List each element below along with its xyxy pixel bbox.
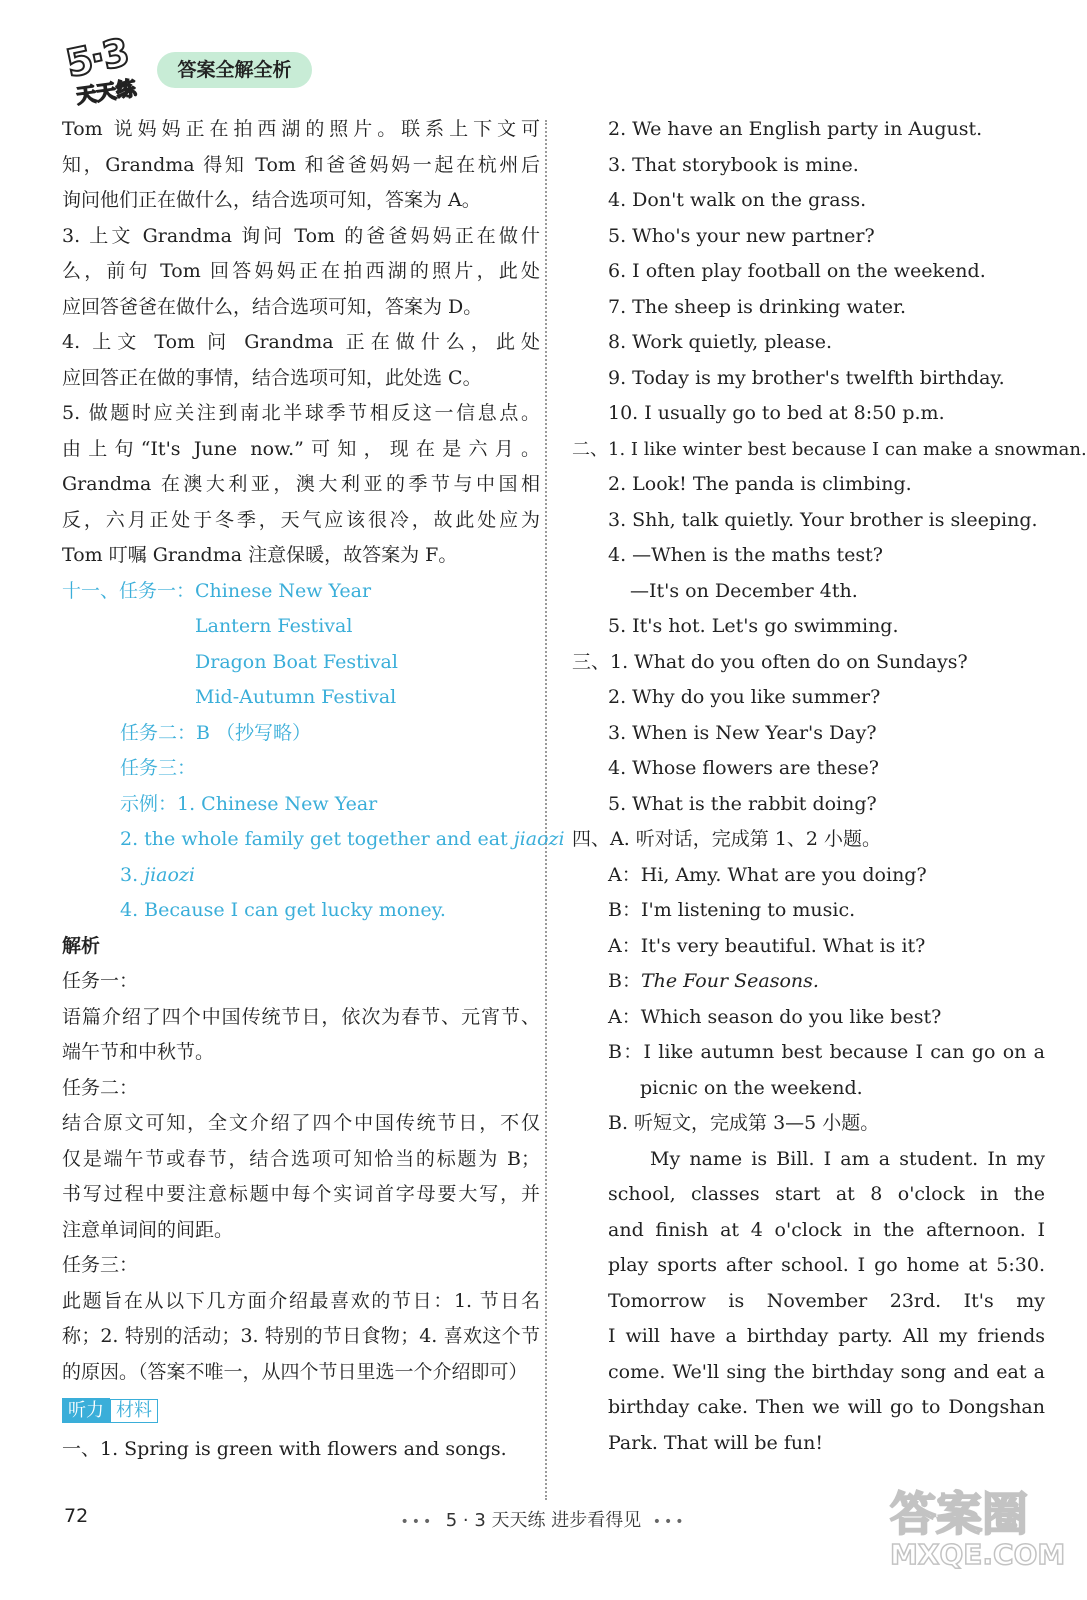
- text-line: and finish at 4 o'clock in the afternoon. I: [608, 1218, 1045, 1241]
- text-line: 应回答爸爸在做什么，结合选项可知，答案为 D。: [62, 295, 483, 318]
- text-line: play sports after school. I go home at 5:30.: [608, 1254, 1045, 1276]
- text-line: 二、1. I like winter best because I can make a snowman.: [572, 438, 1087, 460]
- watermark-bottom: MXQE.COM: [890, 1538, 1066, 1571]
- text-line: 2. Why do you like summer?: [608, 686, 881, 708]
- text-line: 称；2. 特别的活动；3. 特别的节日食物；4. 喜欢这个节: [62, 1325, 540, 1347]
- text-line: 的原因。（答案不唯一，从四个节日里选一个介绍即可）: [62, 1360, 528, 1383]
- footer-dots-right: •••: [652, 1514, 687, 1530]
- text-line: 5. Who's your new partner?: [608, 224, 875, 247]
- answer-line: Lantern Festival: [195, 615, 353, 637]
- text-line: 3. 上文 Grandma 询问 Tom 的爸爸妈妈正在做什: [62, 224, 540, 247]
- text-line: Grandma 在澳大利亚，澳大利亚的季节与中国相: [62, 473, 540, 495]
- text-line: 4. 上文 Tom 问 Grandma 正在做什么，此处: [62, 331, 540, 353]
- text-line: 5. 做题时应关注到南北半球季节相反这一信息点。: [62, 402, 540, 424]
- text-line: 8. Work quietly, please.: [608, 331, 833, 353]
- column-divider: [545, 120, 547, 1500]
- text-line: 4. —When is the maths test?: [608, 544, 883, 566]
- answer-line: Dragon Boat Festival: [195, 650, 398, 673]
- text-line: 任务三：: [62, 1254, 139, 1276]
- text-line: —It's on December 4th.: [630, 579, 858, 602]
- text-line: 么，前句 Tom 回答妈妈正在拍西湖的照片，此处: [62, 260, 540, 282]
- text-line: 5. What is the rabbit doing?: [608, 792, 877, 815]
- answer-line: Mid-Autumn Festival: [195, 686, 397, 708]
- text-line: 反，六月正处于冬季，天气应该很冷，故此处应为: [62, 508, 540, 531]
- section-badge: 答案全解全析: [157, 52, 312, 88]
- tag-part-b: 材料: [110, 1399, 158, 1423]
- text-line: 6. I often play football on the weekend.: [608, 260, 986, 282]
- answer-line: 4. Because I can get lucky money.: [120, 899, 446, 921]
- text-line: My name is Bill. I am a student. In my: [650, 1147, 1045, 1170]
- text-line: birthday cake. Then we will go to Dongshan: [608, 1396, 1045, 1418]
- text-line: I will have a birthday party. All my friends: [608, 1325, 1045, 1347]
- text-line: 任务一：: [62, 970, 139, 992]
- listening-tag-line: [62, 1390, 540, 1426]
- answer-line: [62, 858, 540, 894]
- text-line: 2. We have an English party in August.: [608, 118, 983, 140]
- text-line: Tom 说妈妈正在拍西湖的照片。联系上下文可: [62, 118, 540, 140]
- tag-part-a: 听力: [62, 1398, 110, 1423]
- text-line: Tomorrow is November 23rd. It's my: [608, 1289, 1045, 1312]
- text-line: B：I like autumn best because I can go on a: [608, 1041, 1045, 1063]
- text-line: A：Which season do you like best?: [608, 1005, 942, 1028]
- text-line: 三、1. What do you often do on Sundays?: [572, 650, 968, 673]
- song-title: The Four Seasons.: [640, 970, 819, 992]
- left-column: [62, 112, 565, 1467]
- watermark-top: 答案圈: [890, 1487, 1028, 1541]
- text-line: 注意单词间的间距。: [62, 1218, 234, 1241]
- logo-number: 5·3: [62, 30, 132, 86]
- text-line: 3. When is New Year's Day?: [608, 721, 877, 744]
- italic-word: jiaozi: [513, 828, 565, 850]
- text-line: come. We'll sing the birthday song and eat a: [608, 1360, 1045, 1383]
- text-line: A：It's very beautiful. What is it?: [608, 934, 926, 957]
- text-line: B. 听短文，完成第 3—5 小题。: [608, 1112, 880, 1134]
- text-line: B：I'm listening to music.: [608, 899, 856, 921]
- logo-text: 天天练: [74, 75, 138, 109]
- text-line: 语篇介绍了四个中国传统节日，依次为春节、元宵节、: [62, 1005, 540, 1028]
- page-number: 72: [64, 1505, 89, 1527]
- text-line: 知，Grandma 得知 Tom 和爸爸妈妈一起在杭州后: [62, 153, 540, 176]
- listening-material-tag: [62, 1398, 158, 1423]
- text-line: 4. Don't walk on the grass.: [608, 189, 867, 211]
- answer-line: [62, 822, 565, 858]
- text-line: 一、1. Spring is green with flowers and songs.: [62, 1437, 507, 1460]
- text-line: 3. That storybook is mine.: [608, 153, 859, 176]
- answer-line: 示例：1. Chinese New Year: [120, 792, 378, 815]
- answer-line: 十一、任务一：Chinese New Year: [62, 579, 372, 602]
- text-line: picnic on the weekend.: [640, 1076, 863, 1099]
- analysis-heading: 解析: [62, 934, 101, 957]
- brand-logo: [62, 30, 142, 109]
- text-line: Park. That will be fun!: [608, 1431, 823, 1454]
- italic-word: jiaozi: [144, 863, 195, 886]
- answer-line: 任务三：: [120, 757, 197, 779]
- text-line: 端午节和中秋节。: [62, 1041, 215, 1063]
- text-line: 四、A. 听对话，完成第 1、2 小题。: [572, 828, 882, 850]
- text-line: 4. Whose flowers are these?: [608, 757, 879, 779]
- text-line: 仅是端午节或春节，结合选项可知恰当的标题为 B；: [62, 1147, 540, 1170]
- text-line: 此题旨在从以下几方面介绍最喜欢的节日：1. 节日名: [62, 1289, 540, 1312]
- text-line: 由上句“It's June now.”可知，现在是六月。: [62, 437, 540, 460]
- text-line: Tom 叮嘱 Grandma 注意保暖，故答案为 F。: [62, 544, 458, 566]
- text-line: 3. Shh, talk quietly. Your brother is sleeping.: [608, 508, 1038, 531]
- text-line: 任务二：: [62, 1076, 139, 1099]
- text-line: 9. Today is my brother's twelfth birthday.: [608, 366, 1005, 389]
- text-line: 结合原文可知，全文介绍了四个中国传统节日，不仅: [62, 1112, 540, 1134]
- text-line: 询问他们正在做什么，结合选项可知，答案为 A。: [62, 189, 481, 211]
- right-column: [572, 112, 1087, 1461]
- text-line: 书写过程中要注意标题中每个实词首字母要大写，并: [62, 1183, 540, 1205]
- text-line: school, classes start at 8 o'clock in the: [608, 1183, 1045, 1205]
- text-line: 应回答正在做的事情，结合选项可知，此处选 C。: [62, 366, 482, 389]
- footer-slogan: [370, 1506, 717, 1532]
- text-line: 5. It's hot. Let's go swimming.: [608, 615, 899, 637]
- slogan-text: 5 · 3 天天练 进步看得见: [445, 1510, 642, 1531]
- watermark: [890, 1478, 1070, 1588]
- text-line: 2. Look! The panda is climbing.: [608, 473, 912, 495]
- answer-text: 3.: [120, 863, 145, 886]
- footer-dots-left: •••: [400, 1514, 435, 1530]
- text-line: 7. The sheep is drinking water.: [608, 295, 906, 318]
- text-line: A：Hi, Amy. What are you doing?: [608, 863, 927, 886]
- answer-text: 2. the whole family get together and eat: [120, 828, 514, 850]
- text-line: 10. I usually go to bed at 8:50 p.m.: [608, 402, 945, 424]
- speaker-label: B：: [608, 970, 641, 992]
- text-line: [600, 964, 1045, 1000]
- answer-line: 任务二：B （抄写略）: [120, 721, 312, 744]
